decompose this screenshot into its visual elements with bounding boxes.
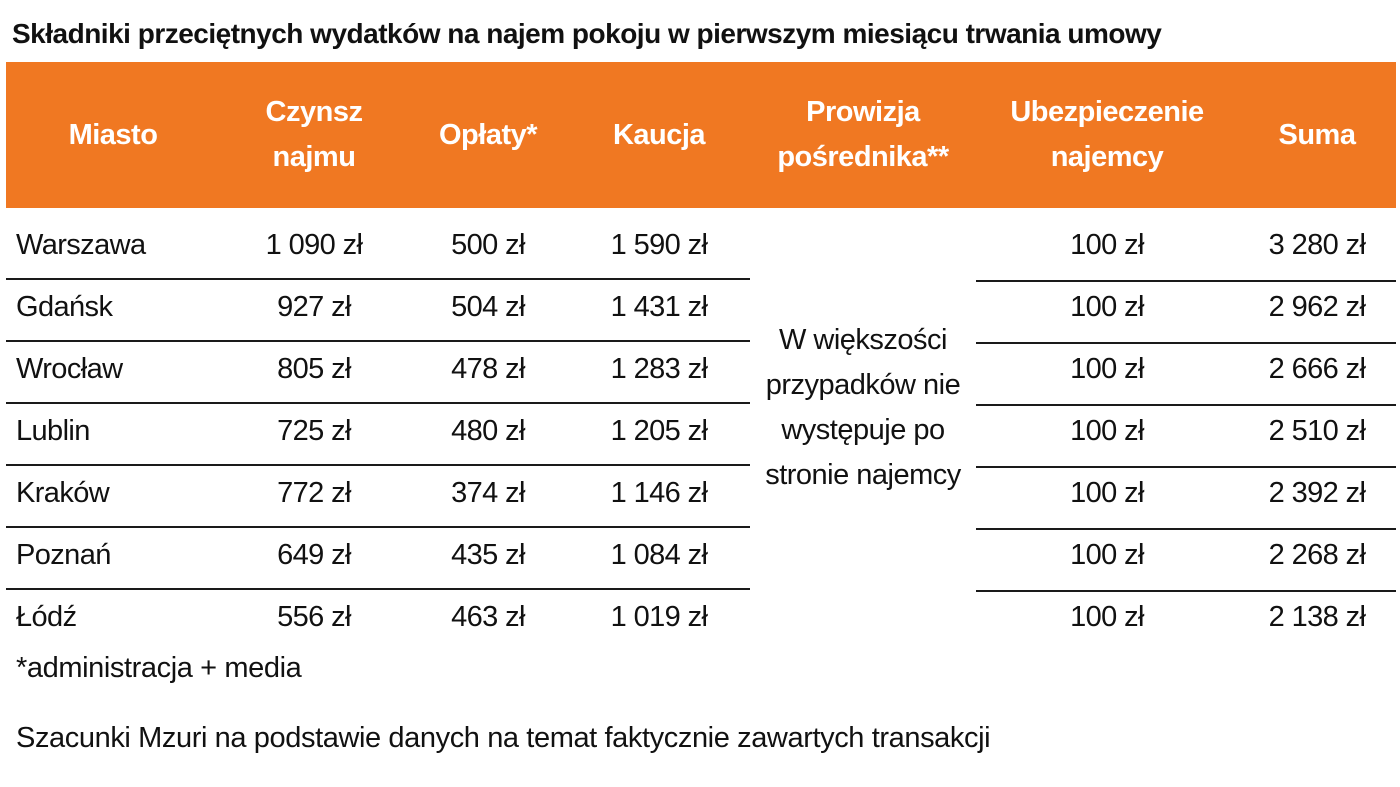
prowizja-note-line: stronie najemcy <box>765 459 961 491</box>
cell-ubezpieczenie: 100 zł <box>1070 414 1144 447</box>
header-suma-line: Suma <box>1278 118 1356 151</box>
cell-oplaty: 500 zł <box>451 228 525 261</box>
cell-oplaty: 480 zł <box>451 414 525 447</box>
header-ubezpieczenie-line: Ubezpieczenie <box>1010 96 1204 128</box>
table-title: Składniki przeciętnych wydatków na najem pokoju w pierwszym miesiącu trwania umowy <box>12 18 1162 49</box>
cell-czynsz: 1 090 zł <box>265 228 363 261</box>
header-ubezpieczenie-line: najemcy <box>1050 141 1164 173</box>
header-oplaty <box>408 62 568 208</box>
cell-suma: 2 392 zł <box>1268 476 1366 509</box>
cell-kaucja: 1 283 zł <box>610 352 708 385</box>
cell-suma: 2 138 zł <box>1268 600 1366 633</box>
header-suma <box>1238 62 1396 208</box>
cell-oplaty: 463 zł <box>451 600 525 633</box>
cell-suma: 3 280 zł <box>1268 228 1366 261</box>
cell-ubezpieczenie: 100 zł <box>1070 538 1144 571</box>
cell-oplaty: 504 zł <box>451 290 525 323</box>
prowizja-note-line: W większości <box>778 324 947 356</box>
cell-ubezpieczenie: 100 zł <box>1070 228 1144 261</box>
cell-czynsz: 556 zł <box>277 600 351 633</box>
cell-czynsz: 772 zł <box>277 476 351 509</box>
cell-miasto: Lublin <box>16 414 90 447</box>
cell-suma: 2 510 zł <box>1268 414 1366 447</box>
cell-ubezpieczenie: 100 zł <box>1070 476 1144 509</box>
header-miasto <box>6 62 220 208</box>
cell-oplaty: 478 zł <box>451 352 525 385</box>
cell-miasto: Łódź <box>16 600 77 633</box>
prowizja-merged-note <box>752 318 974 498</box>
cell-suma: 2 962 zł <box>1268 290 1366 323</box>
cell-kaucja: 1 590 zł <box>610 228 708 261</box>
cell-czynsz: 649 zł <box>277 538 351 571</box>
header-kaucja <box>568 62 750 208</box>
cell-czynsz: 725 zł <box>277 414 351 447</box>
header-czynsz-line: najmu <box>272 141 356 173</box>
cell-miasto: Kraków <box>16 476 110 509</box>
cell-ubezpieczenie: 100 zł <box>1070 352 1144 385</box>
cell-miasto: Poznań <box>16 538 111 571</box>
source-note: Szacunki Mzuri na podstawie danych na temat faktycznie zawartych transakcji <box>16 722 991 754</box>
prowizja-note-line: przypadków nie <box>765 369 961 401</box>
cell-ubezpieczenie: 100 zł <box>1070 600 1144 633</box>
cell-miasto: Gdańsk <box>16 290 113 323</box>
header-czynsz <box>220 62 408 208</box>
cell-kaucja: 1 019 zł <box>610 600 708 633</box>
header-oplaty-line: Opłaty* <box>438 118 538 151</box>
cell-miasto: Wrocław <box>16 352 123 385</box>
header-prowizja <box>752 62 974 208</box>
cell-kaucja: 1 146 zł <box>610 476 708 509</box>
header-czynsz-line: Czynsz <box>265 96 363 128</box>
header-miasto-line: Miasto <box>68 118 158 151</box>
prowizja-note-line: występuje po <box>781 414 945 446</box>
cell-oplaty: 374 zł <box>451 476 525 509</box>
header-ubezpieczenie <box>976 62 1238 208</box>
footnote: *administracja + media <box>16 652 302 684</box>
cell-czynsz: 927 zł <box>277 290 351 323</box>
cell-czynsz: 805 zł <box>277 352 351 385</box>
cell-kaucja: 1 431 zł <box>610 290 708 323</box>
header-prowizja-line: pośrednika** <box>777 141 949 173</box>
cell-kaucja: 1 205 zł <box>610 414 708 447</box>
cell-kaucja: 1 084 zł <box>610 538 708 571</box>
cell-miasto: Warszawa <box>16 228 146 261</box>
cell-ubezpieczenie: 100 zł <box>1070 290 1144 323</box>
cell-suma: 2 666 zł <box>1268 352 1366 385</box>
header-prowizja-line: Prowizja <box>806 96 920 128</box>
cell-oplaty: 435 zł <box>451 538 525 571</box>
cell-suma: 2 268 zł <box>1268 538 1366 571</box>
header-kaucja-line: Kaucja <box>612 118 706 151</box>
